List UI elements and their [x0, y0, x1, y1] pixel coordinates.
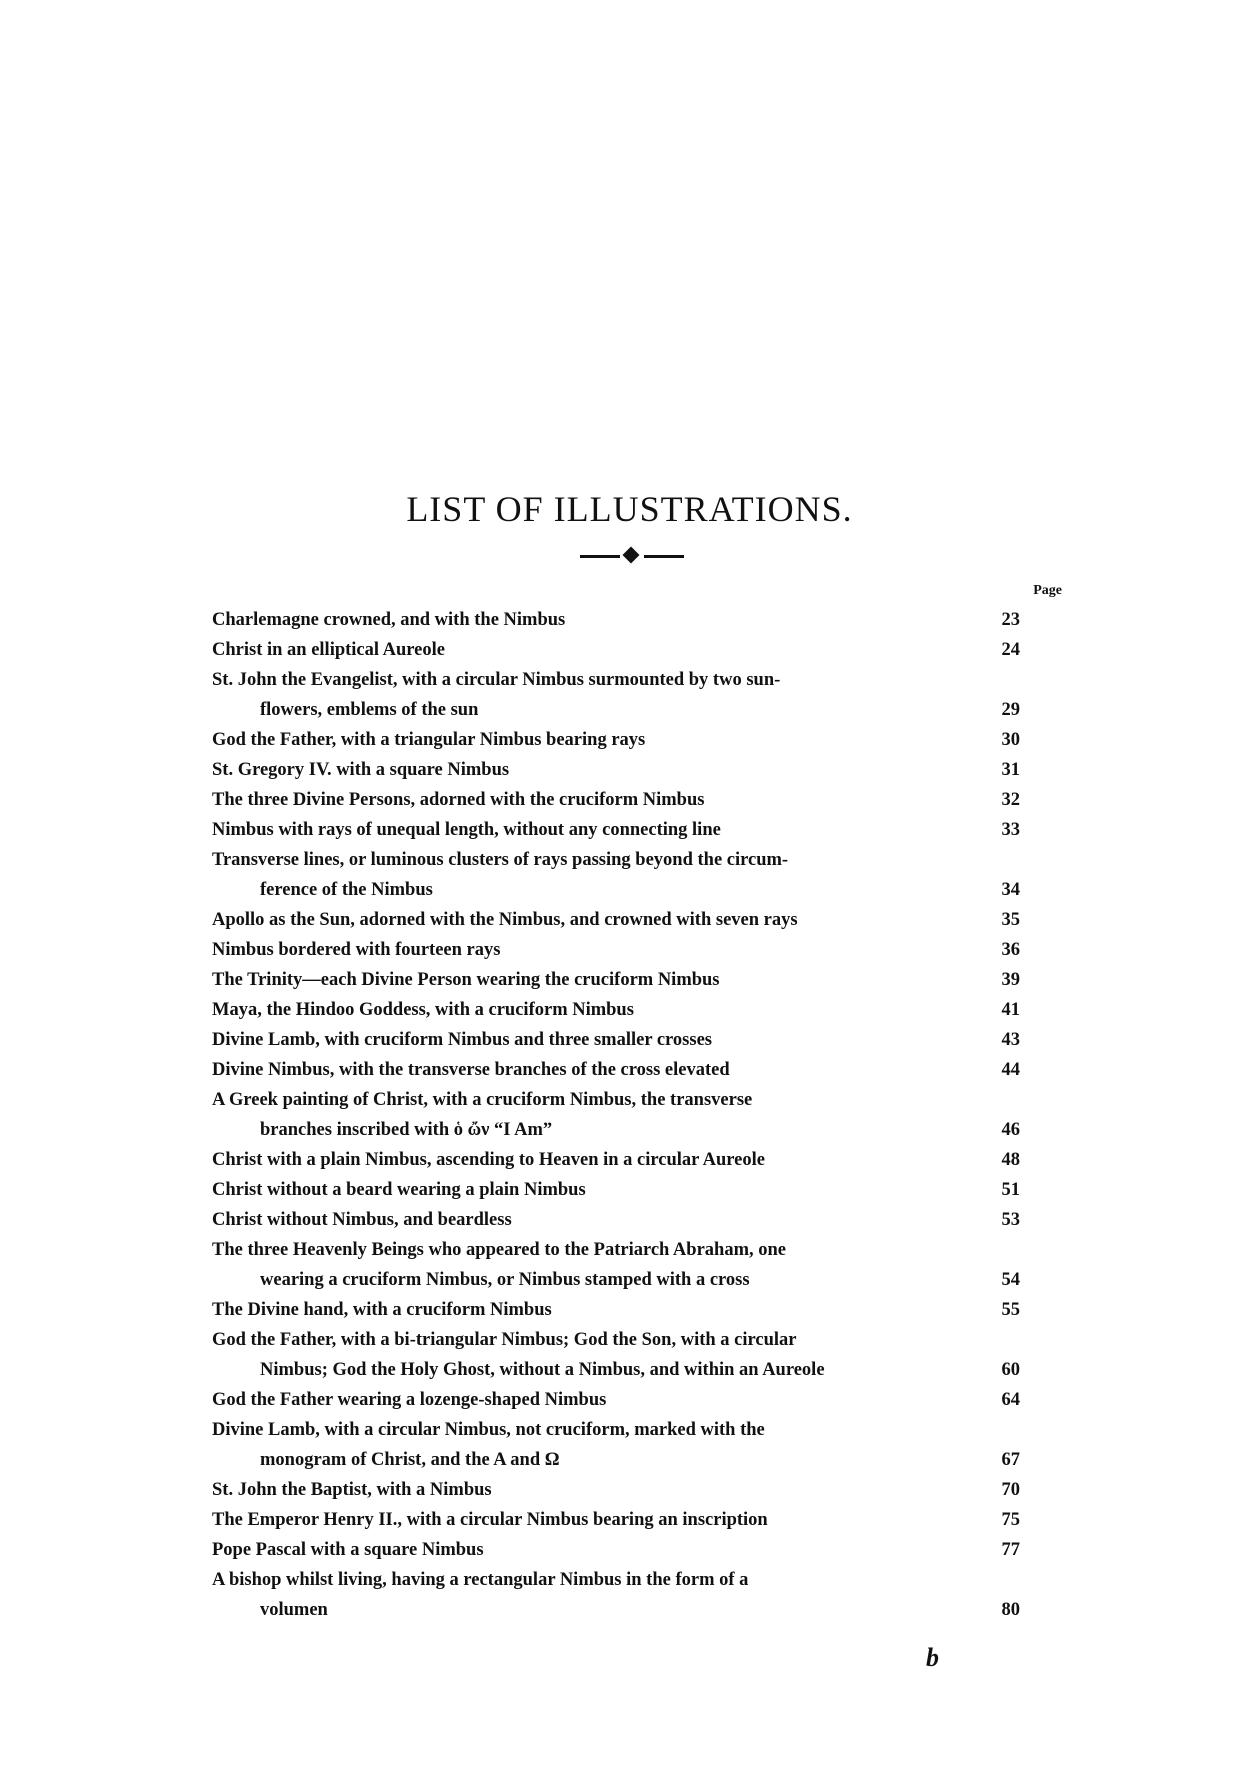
entry-page-number: 77: [1001, 1540, 1020, 1560]
entry-page-number: 70: [1001, 1480, 1020, 1500]
list-item: [212, 965, 1020, 995]
entry-text: God the Father wearing a lozenge-shaped Nimbus: [212, 1390, 607, 1410]
list-item: [212, 785, 1020, 815]
entry-page-number: 54: [1001, 1270, 1020, 1290]
ornament-diamond-icon: [623, 547, 640, 564]
entry-text: flowers, emblems of the sun: [260, 700, 479, 720]
entry-page-number: 29: [1001, 700, 1020, 720]
entry-page-number: 30: [1001, 730, 1020, 750]
page-title: LIST OF ILLUSTRATIONS.: [406, 489, 853, 529]
entry-text: The Trinity—each Divine Person wearing the cruciform Nimbus: [212, 970, 720, 990]
entry-page-number: 23: [1001, 610, 1020, 630]
entry-text: St. John the Baptist, with a Nimbus: [212, 1480, 492, 1500]
list-item: [212, 755, 1020, 785]
list-item: [212, 1325, 1020, 1385]
entry-text: St. Gregory IV. with a square Nimbus: [212, 760, 510, 780]
entry-text: wearing a cruciform Nimbus, or Nimbus stamped with a cross: [260, 1270, 750, 1290]
list-item: [212, 1055, 1020, 1085]
list-item: [212, 995, 1020, 1025]
entry-text: Divine Nimbus, with the transverse branches of the cross elevated: [212, 1060, 730, 1080]
list-item: [212, 665, 1020, 725]
entry-page-number: 67: [1001, 1450, 1020, 1470]
list-item: [212, 1505, 1020, 1535]
list-item: [212, 1415, 1020, 1475]
list-item: [212, 1295, 1020, 1325]
entry-text: St. John the Evangelist, with a circular Nimbus surmounted by two sun-: [212, 670, 781, 690]
entry-page-number: 35: [1001, 910, 1020, 930]
list-item: [212, 815, 1020, 845]
entry-page-number: 51: [1001, 1180, 1020, 1200]
entry-page-number: 44: [1001, 1060, 1020, 1080]
list-item: [212, 1565, 1020, 1625]
ornament-rule-right: [644, 555, 684, 558]
entry-text: Christ without Nimbus, and beardless: [212, 1210, 512, 1230]
entry-text: The Emperor Henry II., with a circular Nimbus bearing an inscription: [212, 1510, 768, 1530]
entry-page-number: 55: [1001, 1300, 1020, 1320]
entry-page-number: 48: [1001, 1150, 1020, 1170]
entry-text: A Greek painting of Christ, with a cruciform Nimbus, the transverse: [212, 1090, 753, 1110]
list-item: [212, 905, 1020, 935]
list-item: [212, 1475, 1020, 1505]
entry-text: The Divine hand, with a cruciform Nimbus: [212, 1300, 552, 1320]
entry-text: Christ in an elliptical Aureole: [212, 640, 445, 660]
entry-text: A bishop whilst living, having a rectangular Nimbus in the form of a: [212, 1570, 749, 1590]
list-item: [212, 635, 1020, 665]
entry-text: Maya, the Hindoo Goddess, with a cruciform Nimbus: [212, 1000, 634, 1020]
entry-page-number: 41: [1001, 1000, 1020, 1020]
entry-text: Nimbus; God the Holy Ghost, without a Nimbus, and within an Aureole: [260, 1360, 825, 1380]
entry-text: Christ with a plain Nimbus, ascending to Heaven in a circular Aureole: [212, 1150, 765, 1170]
entry-text: God the Father, with a triangular Nimbus bearing rays: [212, 730, 646, 750]
entry-text: Pope Pascal with a square Nimbus: [212, 1540, 484, 1560]
list-item: [212, 935, 1020, 965]
entry-page-number: 24: [1001, 640, 1020, 660]
entry-page-number: 43: [1001, 1030, 1020, 1050]
entry-page-number: 31: [1001, 760, 1020, 780]
list-item: [212, 605, 1020, 635]
entry-page-number: 60: [1001, 1360, 1020, 1380]
entry-text: Nimbus bordered with fourteen rays: [212, 940, 501, 960]
entry-text: Divine Lamb, with cruciform Nimbus and three smaller crosses: [212, 1030, 712, 1050]
list-item: [212, 845, 1020, 905]
entry-text: Nimbus with rays of unequal length, without any connecting line: [212, 820, 721, 840]
illustrations-list: [212, 605, 1020, 1625]
title-ornament: [580, 548, 684, 564]
list-item: [212, 1145, 1020, 1175]
list-item: [212, 1175, 1020, 1205]
entry-page-number: 64: [1001, 1390, 1020, 1410]
list-item: [212, 1085, 1020, 1145]
entry-text: monogram of Christ, and the A and Ω: [260, 1450, 560, 1470]
ornament-rule-left: [580, 555, 620, 558]
entry-page-number: 33: [1001, 820, 1020, 840]
entry-text: ference of the Nimbus: [260, 880, 433, 900]
entry-page-number: 80: [1001, 1600, 1020, 1620]
entry-page-number: 36: [1001, 940, 1020, 960]
list-item: [212, 1205, 1020, 1235]
entry-page-number: 39: [1001, 970, 1020, 990]
entry-text: God the Father, with a bi-triangular Nimbus; God the Son, with a circular: [212, 1330, 797, 1350]
entry-text: Charlemagne crowned, and with the Nimbus: [212, 610, 566, 630]
signature-mark: b: [926, 1643, 939, 1672]
entry-text: Divine Lamb, with a circular Nimbus, not cruciform, marked with the: [212, 1420, 765, 1440]
page-column-heading: Page: [1033, 583, 1062, 598]
list-item: [212, 1535, 1020, 1565]
entry-page-number: 53: [1001, 1210, 1020, 1230]
entry-text: volumen: [260, 1600, 328, 1620]
entry-page-number: 32: [1001, 790, 1020, 810]
list-item: [212, 1025, 1020, 1055]
entry-text: The three Divine Persons, adorned with the cruciform Nimbus: [212, 790, 705, 810]
entry-text: Christ without a beard wearing a plain Nimbus: [212, 1180, 586, 1200]
entry-page-number: 46: [1001, 1120, 1020, 1140]
list-item: [212, 725, 1020, 755]
list-item: [212, 1385, 1020, 1415]
entry-text: The three Heavenly Beings who appeared to the Patriarch Abraham, one: [212, 1240, 786, 1260]
entry-text: Apollo as the Sun, adorned with the Nimbus, and crowned with seven rays: [212, 910, 798, 930]
entry-page-number: 34: [1001, 880, 1020, 900]
entry-text: branches inscribed with ὁ ὤν “I Am”: [260, 1120, 553, 1140]
entry-text: Transverse lines, or luminous clusters of rays passing beyond the circum-: [212, 850, 789, 870]
list-item: [212, 1235, 1020, 1295]
entry-page-number: 75: [1001, 1510, 1020, 1530]
